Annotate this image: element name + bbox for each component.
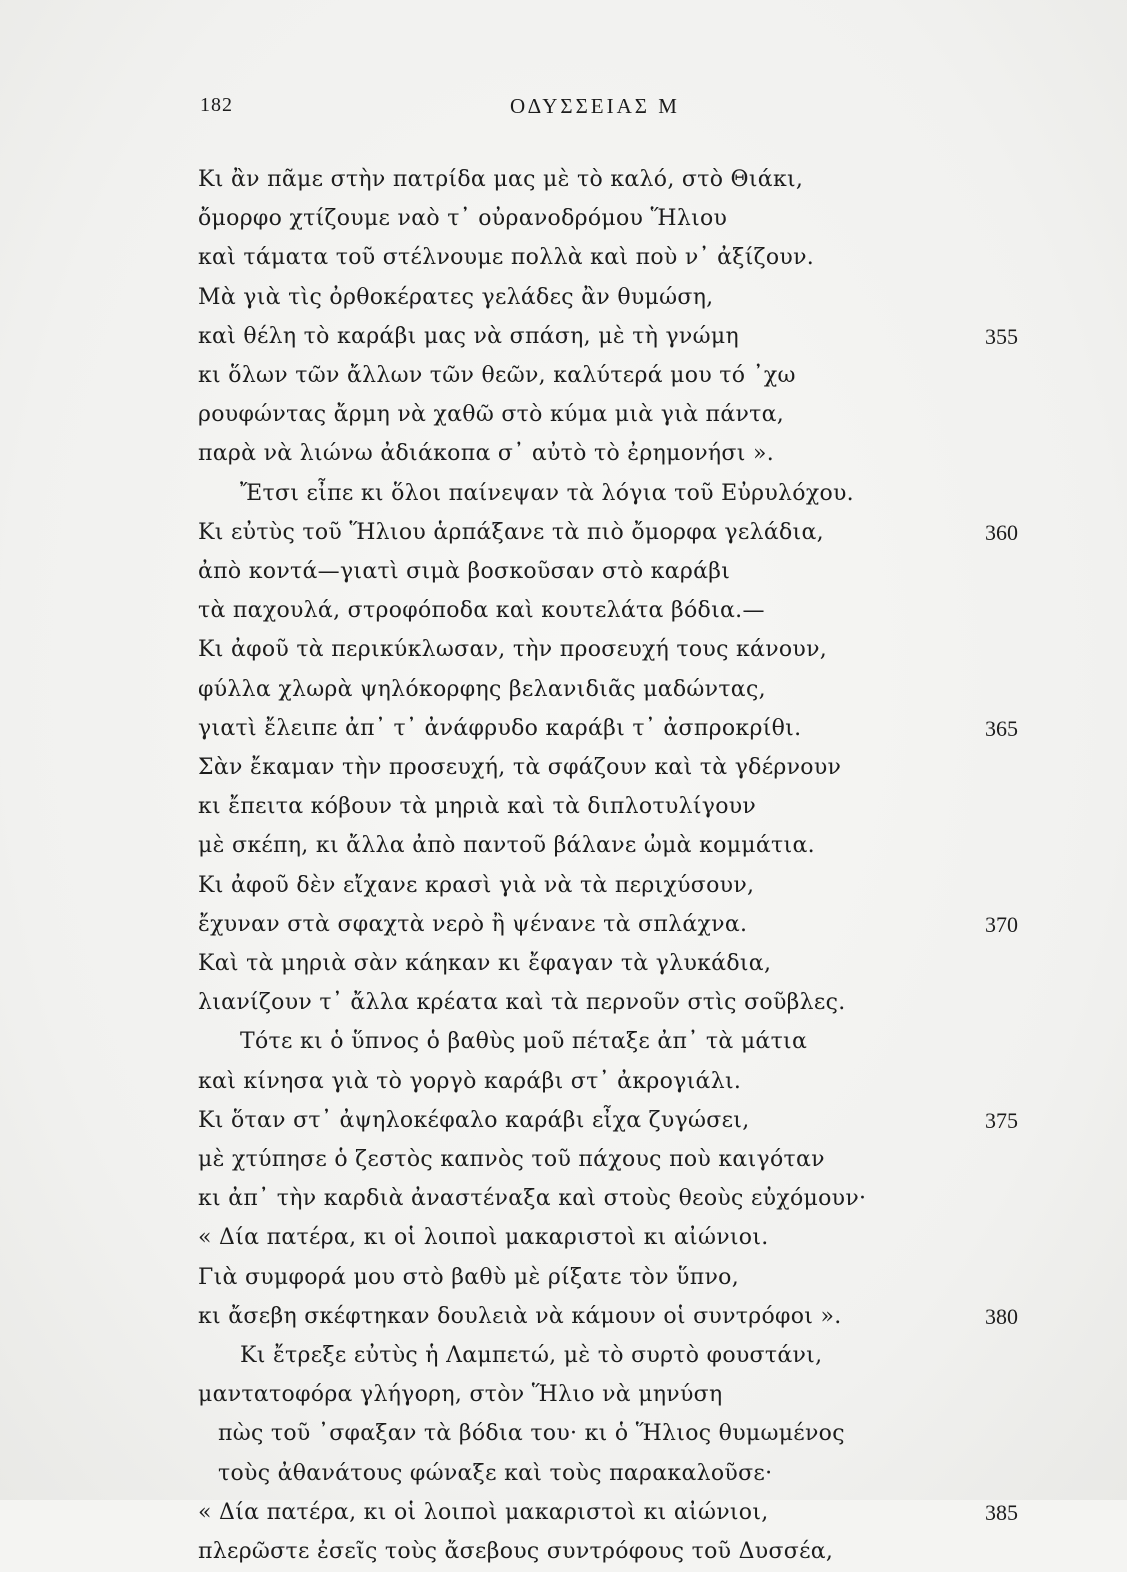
verse-text: Γιὰ συμφορά μου στὸ βαθὺ μὲ ρίξατε τὸν ὕπνο,: [198, 1264, 740, 1290]
verse-line: [198, 630, 827, 670]
verse-text: κι ἔπειτα κόβουν τὰ μηριὰ καὶ τὰ διπλοτυλίγουν: [198, 794, 757, 820]
verse-line: [198, 1179, 866, 1219]
verse-line: [198, 1101, 750, 1141]
running-title: ΟΔΥΣΣΕΙΑΣ Μ: [510, 94, 680, 118]
verse-line: [198, 905, 747, 945]
verse-line: [198, 552, 730, 592]
verse-line: [240, 1022, 807, 1062]
verse-line: [198, 709, 801, 749]
line-number: 380: [985, 1303, 1018, 1329]
line-number: 360: [985, 519, 1018, 545]
verse-text: ὄμορφο χτίζουμε ναὸ τ᾿ οὐρανοδρόμου Ἥλιου: [198, 206, 728, 232]
page-number: 182: [200, 94, 233, 116]
verse-line: [198, 434, 774, 474]
verse-text: Καὶ τὰ μηριὰ σὰν κάηκαν κι ἔφαγαν τὰ γλυκάδια,: [198, 951, 772, 976]
verse-text: Κι ἀφοῦ δὲν εἴχανε κρασὶ γιὰ νὰ τὰ περιχύσουν,: [198, 872, 755, 898]
verse-text: κι ἄσεβη σκέφτηκαν δουλειὰ νὰ κάμουν οἱ συντρόφοι ».: [198, 1303, 842, 1329]
verse-line: [198, 866, 754, 906]
verse-text: γιατὶ ἔλειπε ἀπ᾿ τ᾿ ἀνάφρυδο καράβι τ᾿ ἀσπροκρίθι.: [198, 715, 802, 741]
verse-line: [198, 1297, 842, 1337]
verse-text: Τότε κι ὁ ὕπνος ὁ βαθὺς μοῦ πέταξε ἀπ᾿ τὰ μάτια: [240, 1029, 808, 1055]
verse-line: [198, 1062, 741, 1102]
verse-line: [198, 1493, 769, 1533]
verse-line: [198, 983, 846, 1023]
verse-text: ἔχυναν στὰ σφαχτὰ νερὸ ἢ ψένανε τὰ σπλάχνα.: [198, 911, 748, 937]
verse-line: [198, 1532, 833, 1572]
verse-text: μὲ χτύπησε ὁ ζεστὸς καπνὸς τοῦ πάχους ποὺ καιγόταν: [198, 1147, 825, 1172]
verse-text: κι ὅλων τῶν ἄλλων τῶν θεῶν, καλύτερά μου τό ᾿χω: [198, 363, 796, 388]
verse-text: τοὺς ἀθανάτους φώναξε καὶ τοὺς παρακαλοῦσε·: [218, 1460, 773, 1486]
verse-text: καὶ κίνησα γιὰ τὸ γοργὸ καράβι στ᾿ ἀκρογιάλι.: [198, 1068, 742, 1094]
line-number: 370: [985, 911, 1018, 937]
verse-line: [198, 199, 727, 239]
verse-text: μὲ σκέπη, κι ἄλλα ἀπὸ παντοῦ βάλανε ὠμὰ κομμάτια.: [198, 833, 815, 859]
verse-text: Μὰ γιὰ τὶς ὀρθοκέρατες γελάδες ἂν θυμώση,: [198, 284, 714, 310]
verse-text: μαντατοφόρα γλήγορη, στὸν Ἥλιο νὰ μηνύση: [198, 1382, 723, 1408]
verse-line: [198, 1258, 739, 1298]
verse-line: [198, 278, 713, 318]
verse-text: Κι ὅταν στ᾿ ἀψηλοκέφαλο καράβι εἶχα ζυγώσει,: [198, 1107, 750, 1133]
verse-line: [218, 1454, 772, 1494]
verse-line: [198, 513, 824, 553]
verse-text: « Δία πατέρα, κι οἱ λοιποὶ μακαριστοὶ κι αἰώνιοι,: [198, 1499, 769, 1525]
verse-text: καὶ τάματα τοῦ στέλνουμε πολλὰ καὶ ποὺ ν᾿ ἀξίζουν.: [198, 245, 815, 271]
verse-line: [198, 1375, 722, 1415]
verse-text: ἀπὸ κοντά—γιατὶ σιμὰ βοσκοῦσαν στὸ καράβι: [198, 559, 731, 584]
verse-line: [198, 356, 796, 396]
verse-text: κι ἀπ᾿ τὴν καρδιὰ ἀναστέναξα καὶ στοὺς θεοὺς εὐχόμουν·: [198, 1186, 867, 1212]
verse-text: λιανίζουν τ᾿ ἄλλα κρέατα καὶ τὰ περνοῦν στὶς σοῦβλες.: [198, 990, 846, 1016]
verse-line: [218, 1414, 845, 1454]
verse-text: πλερῶστε ἐσεῖς τοὺς ἄσεβους συντρόφους τοῦ Δυσσέα,: [198, 1539, 834, 1564]
verse-line: [198, 944, 771, 984]
verse-line: [198, 317, 739, 357]
verse-text: « Δία πατέρα, κι οἱ λοιποὶ μακαριστοὶ κι αἰώνιοι.: [198, 1225, 769, 1251]
verse-line: [198, 160, 803, 200]
line-number: 355: [985, 323, 1018, 349]
verse-line: [198, 787, 756, 827]
verse-line: [198, 238, 814, 278]
verse-line: [198, 1218, 769, 1258]
verse-text: φύλλα χλωρὰ ψηλόκορφης βελανιδιᾶς μαδώντας,: [198, 676, 766, 702]
verse-line: [198, 670, 766, 710]
verse-text: παρὰ νὰ λιώνω ἀδιάκοπα σ᾿ αὐτὸ τὸ ἐρημονήσι ».: [198, 441, 774, 467]
verse-text: Κι ἔτρεξε εὐτὺς ἡ Λαμπετώ, μὲ τὸ συρτὸ φουστάνι,: [240, 1343, 823, 1368]
verse-text: τὰ παχουλά, στροφόποδα καὶ κουτελάτα βόδια.—: [198, 598, 765, 624]
verse-line: [240, 474, 854, 514]
line-number: 385: [985, 1499, 1018, 1525]
line-number: 365: [985, 715, 1018, 741]
verse-line: [198, 591, 765, 631]
verse-line: [198, 1140, 825, 1180]
verse-text: Κι ἂν πᾶμε στὴν πατρίδα μας μὲ τὸ καλό, στὸ Θιάκι,: [198, 167, 804, 192]
verse-text: ρουφώντας ἄρμη νὰ χαθῶ στὸ κύμα μιὰ γιὰ πάντα,: [198, 402, 785, 428]
verse-text: Ἔτσι εἶπε κι ὅλοι παίνεψαν τὰ λόγια τοῦ Εὐρυλόχου.: [240, 480, 854, 506]
page-header: [0, 94, 1127, 124]
verse-line: [198, 748, 841, 788]
verse-line: [198, 395, 784, 435]
verse-line: [198, 826, 815, 866]
verse-text: Σὰν ἔκαμαν τὴν προσευχή, τὰ σφάζουν καὶ τὰ γδέρνουν: [198, 755, 842, 780]
line-number: 375: [985, 1107, 1018, 1133]
verse-text: Κι ἀφοῦ τὰ περικύκλωσαν, τὴν προσευχή τους κάνουν,: [198, 637, 828, 663]
verse-text: Κι εὐτὺς τοῦ Ἥλιου ἁρπάξανε τὰ πιὸ ὄμορφα γελάδια,: [198, 519, 824, 545]
verse-line: [240, 1336, 822, 1376]
verse-text: καὶ θέλη τὸ καράβι μας νὰ σπάση, μὲ τὴ γνώμη: [198, 323, 739, 349]
verse-text: πὼς τοῦ ᾿σφαξαν τὰ βόδια του· κι ὁ Ἥλιος θυμωμένος: [218, 1421, 845, 1447]
